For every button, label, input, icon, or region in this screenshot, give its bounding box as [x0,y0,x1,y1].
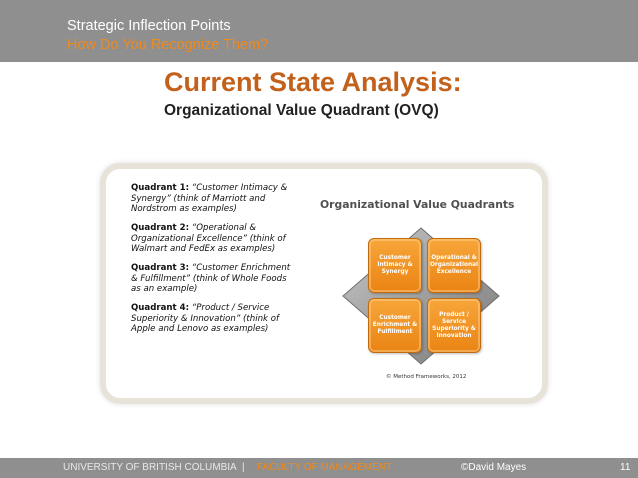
quadrant-item-4 [131,303,295,335]
diagram-copyright: © Method Frameworks, 2012 [386,374,467,380]
header-title: Strategic Inflection Points [67,18,231,34]
quadrant-item-1 [131,183,295,215]
quadrant-list [131,183,295,343]
slide-title: Current State Analysis: [164,67,462,97]
quadrant-tile-2: Operational & Organizational Excellence [427,238,481,293]
footer-bar [0,458,638,478]
footer-separator: | [242,462,245,473]
diagram-title: Organizational Value Quadrants [320,198,515,211]
quadrant-label: Quadrant 2: [131,223,190,233]
content-panel [100,163,548,404]
slide-subtitle: Organizational Value Quadrant (OVQ) [164,102,439,119]
quadrant-tile-4: Product / Service Superiority & Innovation [427,298,481,353]
quadrant-item-2 [131,223,295,255]
quadrant-description: “Customer Intimacy & Synergy” (think of Marriott and Nordstrom as examples) [131,183,288,214]
footer-faculty: FACULTY OF MANAGEMENT [257,462,393,473]
quadrant-label: Quadrant 1: [131,183,190,193]
page-number: 11 [620,462,631,473]
quadrant-label: Quadrant 4: [131,303,190,313]
header-bar [0,0,638,62]
header-subtitle: How Do You Recognize Them? [67,37,269,53]
quadrant-description: “Operational & Organizational Excellence” (think of Walmart and FedEx as examples) [131,223,286,254]
quadrant-tile-3: Customer Enrichment & Fulfillment [368,298,422,353]
footer-author: ©David Mayes [461,462,527,473]
quadrant-label: Quadrant 3: [131,263,190,273]
quadrant-item-3 [131,263,295,295]
quadrant-diagram [341,226,501,366]
quadrant-description: “Product / Service Superiority & Innovation” (think of Apple and Lenovo as examples) [131,303,280,334]
quadrant-tile-1: Customer Intimacy & Synergy [368,238,422,293]
footer-university: UNIVERSITY OF BRITISH COLUMBIA [63,462,237,473]
quadrant-description: “Customer Enrichment & Fulfillment” (think of Whole Foods as an example) [131,263,291,294]
